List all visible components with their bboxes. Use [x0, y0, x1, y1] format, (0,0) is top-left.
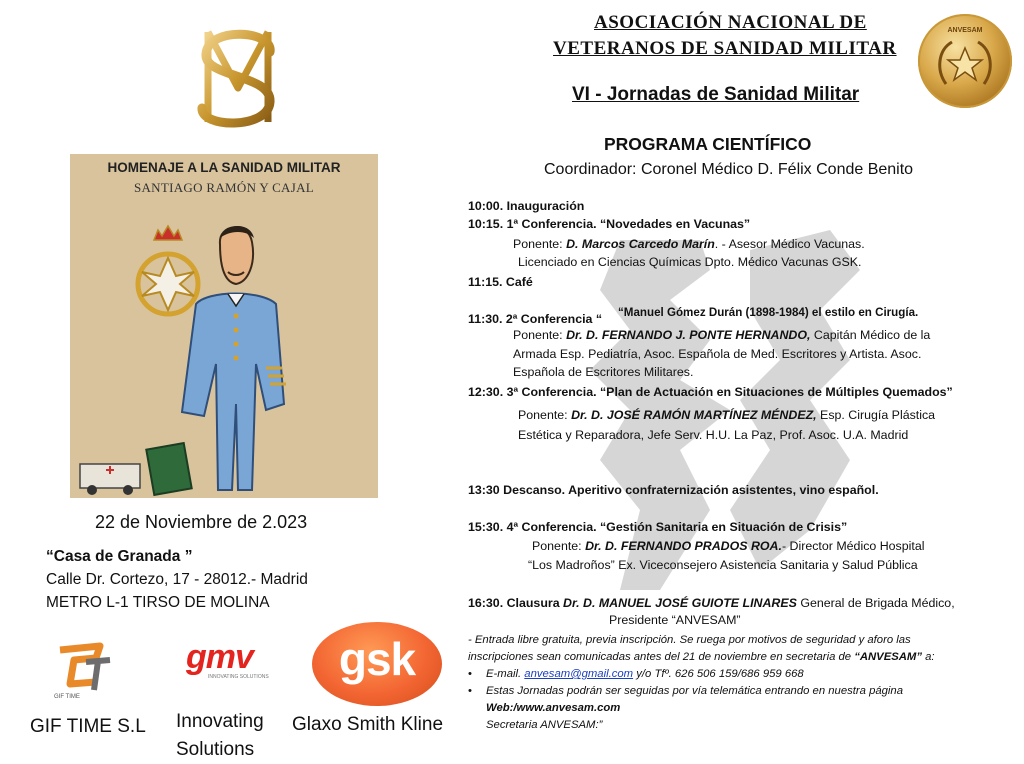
schedule-conf2-speaker [513, 326, 930, 344]
gsk-label: Glaxo Smith Kline [292, 714, 444, 735]
laurel-crown-icon [918, 14, 1012, 108]
note-phone: y/o Tfº. 626 506 159/686 959 668 [633, 668, 804, 680]
sanidad-militar-monogram [178, 18, 296, 138]
speaker-name: Dr. D. FERNANDO PRADOS ROA. [585, 539, 782, 553]
label-ponente: Ponente: [513, 237, 567, 251]
giftime-logo [50, 640, 120, 702]
note-text: inscripciones sean comunicadas antes del 21 de noviembre en secretaria de [468, 651, 855, 663]
note-text: a: [922, 651, 935, 663]
schedule-conf4-speaker [532, 537, 925, 555]
venue-name: “Casa de Granada ” [46, 548, 193, 565]
schedule-conf3-speaker [518, 406, 935, 424]
note-text: E-mail. [486, 668, 525, 680]
schedule-item-cafe: 11:15. Café [468, 275, 533, 289]
schedule-item-conf1: 10:15. 1ª Conferencia. “Novedades en Vacunas” [468, 217, 751, 231]
schedule-conf2-detail2: Española de Escritores Militares. [513, 365, 694, 379]
note-web-line [468, 683, 935, 700]
org-name-line1: ASOCIACIÓN NACIONAL DE [594, 12, 867, 33]
bullet-icon: • [468, 668, 472, 680]
speaker-name: Dr. D. MANUEL JOSÉ GUIOTE LINARES [563, 596, 797, 610]
speaker-name: D. Marcos Carcedo Marín [566, 237, 715, 251]
poster-title: HOMENAJE A LA SANIDAD MILITAR [107, 160, 341, 175]
event-title: VI - Jornadas de Sanidad Militar [572, 84, 860, 105]
note-email-line [468, 666, 935, 683]
anvesam-badge [918, 14, 1012, 108]
note-line: - Entrada libre gratuita, previa inscripción. Se ruega por motivos de seguridad y aforo las [468, 634, 911, 646]
speaker-role: General de Brigada Médico, [796, 596, 955, 610]
schedule-item-conf3: 12:30. 3ª Conferencia. “Plan de Actuación en Situaciones de Múltiples Quemados” [468, 385, 953, 399]
gmv-logo [186, 640, 282, 680]
venue-metro: METRO L-1 TIRSO DE MOLINA [46, 594, 270, 611]
schedule-conf2-title: “Manuel Gómez Durán (1898-1984) el estilo en Cirugía. [618, 306, 919, 319]
venue-address: Calle Dr. Cortezo, 17 - 28012.- Madrid [46, 571, 308, 588]
gmv-tagline: INNOVATING SOLUTIONS [208, 674, 269, 680]
org-name-line2: VETERANOS DE SANIDAD MILITAR [553, 38, 897, 59]
note-org: “ANVESAM” [854, 651, 922, 663]
gmv-label [176, 708, 264, 764]
schedule-conf1-speaker-detail: Licenciado en Ciencias Químicas Dpto. Médico Vacunas GSK. [518, 255, 862, 269]
bullet-icon: • [468, 685, 472, 697]
gsk-logo [312, 622, 442, 706]
venue-block [46, 545, 308, 614]
gmv-logo-text: gmv [186, 638, 253, 676]
poster-subtitle: SANTIAGO RAMÓN Y CAJAL [133, 180, 315, 195]
speaker-role: - Director Médico Hospital [781, 539, 925, 553]
program-coordinator: Coordinador: Coronel Médico D. Félix Conde Benito [544, 161, 914, 178]
label-ponente: Ponente: [513, 328, 567, 342]
note-text: Estas Jornadas podrán ser seguidas por vía telemática entrando en nuestra página [486, 685, 903, 697]
gmv-label-line1: Innovating [176, 711, 264, 732]
gsk-logo-text: gsk [338, 633, 416, 685]
speaker-name: Dr. D. JOSÉ RAMÓN MARTÍNEZ MÉNDEZ, [571, 408, 817, 422]
note-line [468, 649, 935, 666]
giftime-label: GIF TIME S.L [30, 716, 146, 737]
ambulance-icon [80, 464, 140, 495]
label-ponente: Ponente: [532, 539, 586, 553]
registration-notes [468, 632, 935, 734]
maltese-cross-emblem [138, 226, 198, 314]
note-secretaria: Secretaria ANVESAM:” [486, 719, 603, 731]
badge-text: ANVESAM [947, 27, 983, 34]
label-ponente: Ponente: [518, 408, 572, 422]
homage-poster [70, 154, 378, 498]
schedule-item-conf2: 11:30. 2ª Conferencia “ [468, 312, 603, 326]
schedule-item-clausura [468, 594, 955, 612]
event-date: 22 de Noviembre de 2.023 [95, 512, 308, 532]
schedule-item-descanso: 13:30 Descanso. Aperitivo confraternización asistentes, vino español. [468, 483, 879, 497]
schedule-conf3-detail: Estética y Reparadora, Jefe Serv. H.U. La Paz, Prof. Asoc. U.A. Madrid [518, 428, 909, 442]
schedule-conf4-detail: “Los Madroños” Ex. Viceconsejero Asistencia Sanitaria y Salud Pública [528, 558, 918, 572]
schedule-conf1-speaker [513, 235, 865, 253]
web-link[interactable]: Web:/www.anvesam.com [486, 702, 621, 714]
speaker-role: Capitán Médico de la [810, 328, 931, 342]
speaker-role: Esp. Cirugía Plástica [816, 408, 936, 422]
speaker-name: Dr. D. FERNANDO J. PONTE HERNANDO, [566, 328, 811, 342]
schedule-item-inauguracion: 10:00. Inauguración [468, 199, 585, 213]
schedule-item-conf4: 15:30. 4ª Conferencia. “Gestión Sanitaria en Situación de Crisis” [468, 520, 848, 534]
program-title: PROGRAMA CIENTÍFICO [604, 134, 812, 154]
gmv-label-line2: Solutions [176, 739, 255, 760]
speaker-role: . - Asesor Médico Vacunas. [714, 237, 865, 251]
schedule-clausura-role: Presidente “ANVESAM” [609, 613, 741, 627]
giftime-logo-text: GIF TIME [54, 694, 80, 700]
schedule-conf2-detail1: Armada Esp. Pediatría, Asoc. Española de Med. Escritores y Artista. Asoc. [513, 347, 922, 361]
clausura-label: 16:30. Clausura [468, 596, 564, 610]
ramon-y-cajal-illustration [70, 154, 378, 498]
email-link[interactable]: anvesam@gmail.com [524, 668, 634, 680]
